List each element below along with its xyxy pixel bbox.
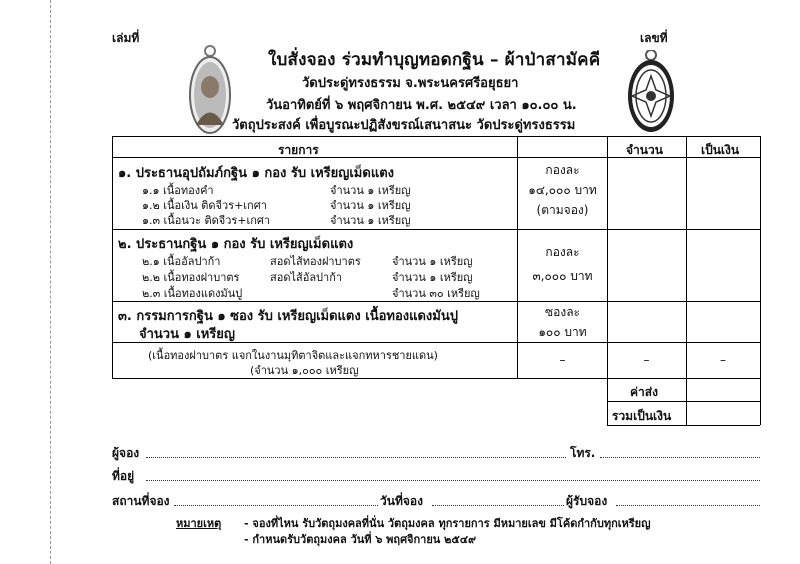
header-quantity: จำนวน xyxy=(626,143,663,157)
row2-line1-mid: สอดไส้ทองฝาบาตร xyxy=(270,255,361,268)
row4-quantity: – xyxy=(643,353,650,367)
row1-line1-qty: จำนวน ๑ เหรียญ xyxy=(330,184,411,197)
price-value: ๑๐๐ บาท xyxy=(538,325,587,339)
header-items: รายการ xyxy=(278,143,319,157)
row4-amount: – xyxy=(720,353,726,367)
row2-line3: ๒.๓ เนื้อทองแดงมันปู xyxy=(142,287,243,300)
postage-label: ค่าส่ง xyxy=(630,385,658,399)
place-label: สถานที่จอง xyxy=(112,494,170,508)
total-input[interactable] xyxy=(687,402,759,424)
book-number-label: เล่มที่ xyxy=(112,31,140,45)
event-date: วันอาทิตย์ที่ ๖ พฤศจิกายน พ.ศ. ๒๕๔๙ เวลา ๑๐.๐๐ น. xyxy=(266,98,577,113)
booker-label: ผู้จอง xyxy=(112,446,140,460)
perforation-line xyxy=(50,0,51,564)
col-divider xyxy=(760,136,761,425)
postage-input[interactable] xyxy=(687,379,759,400)
notes-label: หมายเหตุ xyxy=(176,517,222,530)
row1-line2: ๑.๒ เนื้อเงิน ติดจีวร+เกศา xyxy=(142,199,267,212)
row4-line1: (เนื้อทองฝาบาตร แจกในงานมุทิตาจิตและแจกทหารชายแดน) xyxy=(148,349,438,362)
serial-number-label: เลขที่ xyxy=(640,31,668,45)
col-divider xyxy=(607,136,608,425)
price-unit: กองละ xyxy=(545,245,580,259)
price-unit: กองละ xyxy=(545,163,580,177)
row2-line2: ๒.๒ เนื้อทองฝาบาตร xyxy=(142,271,240,284)
price-value: ๓,๐๐๐ บาท xyxy=(532,269,593,283)
page-title: ใบสั่งจอง ร่วมทำบุญทอดกฐิน – ผ้าป่าสามัคคี xyxy=(268,50,601,70)
row3-price xyxy=(518,302,607,342)
date-label: วันที่จอง xyxy=(380,494,423,508)
row2-line2-qty: จำนวน ๑ เหรียญ xyxy=(392,271,473,284)
row-divider xyxy=(112,378,760,379)
col-divider xyxy=(112,136,113,378)
row2-price xyxy=(518,240,607,288)
row2-title: ๒. ประธานกฐิน ๑ กอง รับ เหรียญเม็ดแตง xyxy=(118,237,354,252)
row1-line1: ๑.๑ เนื้อทองคำ xyxy=(142,184,214,197)
total-label: รวมเป็นเงิน xyxy=(612,409,672,423)
row1-line3-qty: จำนวน ๑ เหรียญ xyxy=(330,214,411,227)
booker-field[interactable] xyxy=(146,457,566,458)
row4-price: – xyxy=(559,353,566,367)
row1-price xyxy=(518,160,607,220)
price-value: ๑๔,๐๐๐ บาท xyxy=(528,183,597,197)
address-field[interactable] xyxy=(146,480,760,481)
place-field[interactable] xyxy=(174,505,378,506)
receiver-field[interactable] xyxy=(616,505,760,506)
table-border-top xyxy=(112,136,760,137)
header-amount: เป็นเงิน xyxy=(701,143,740,157)
row4-line2: (จำนวน ๑,๐๐๐ เหรียญ xyxy=(250,364,359,377)
row-divider xyxy=(112,229,760,230)
purpose-text: วัตถุประสงค์ เพื่อบูรณะปฏิสังขรณ์เสนาสนะ วัดประดู่ทรงธรรม xyxy=(232,118,576,133)
row1-title: ๑. ประธานอุปถัมภ์กฐิน ๑ กอง รับ เหรียญเม็ดแตง xyxy=(118,166,394,181)
receiver-label: ผู้รับจอง xyxy=(566,494,608,508)
row1-line3: ๑.๓ เนื้อนวะ ติดจีวร+เกศา xyxy=(142,214,271,227)
row2-line3-qty: จำนวน ๓๐ เหรียญ xyxy=(392,287,480,300)
row2-line1-qty: จำนวน ๑ เหรียญ xyxy=(392,255,473,268)
notes-line2: - กำหนดรับวัตถุมงคล วันที่ ๖ พฤศจิกายน ๒๕๔๙ xyxy=(244,533,477,546)
price-unit: ซองละ xyxy=(544,305,580,319)
date-field[interactable] xyxy=(432,505,564,506)
temple-name: วัดประดู่ทรงธรรม จ.พระนครศรีอยุธยา xyxy=(302,76,519,91)
phone-label: โทร. xyxy=(570,446,596,460)
price-note: (ตามจอง) xyxy=(536,203,589,217)
address-label: ที่อยู่ xyxy=(112,469,135,483)
row2-line1: ๒.๑ เนื้ออัลปาก้า xyxy=(142,255,221,268)
notes-line1: - จองที่ไหน รับวัตถุมงคลที่นั่น วัตถุมงคล ทุกรายการ มีหมายเลข มีโค้ดกำกับทุกเหรียญ xyxy=(244,517,651,530)
row2-line2-mid: สอดไส้อัลปาก้า xyxy=(270,271,343,284)
monk-amulet-icon xyxy=(188,45,232,137)
row3-title: ๓. กรรมการกฐิน ๑ ซอง รับ เหรียญเม็ดแตง เนื้อทองแดงมันปู xyxy=(118,309,458,324)
row1-line2-qty: จำนวน ๑ เหรียญ xyxy=(330,199,411,212)
row3-line1: จำนวน ๑ เหรียญ xyxy=(139,327,235,342)
phone-field[interactable] xyxy=(600,457,760,458)
temple-emblem-icon xyxy=(626,50,676,134)
